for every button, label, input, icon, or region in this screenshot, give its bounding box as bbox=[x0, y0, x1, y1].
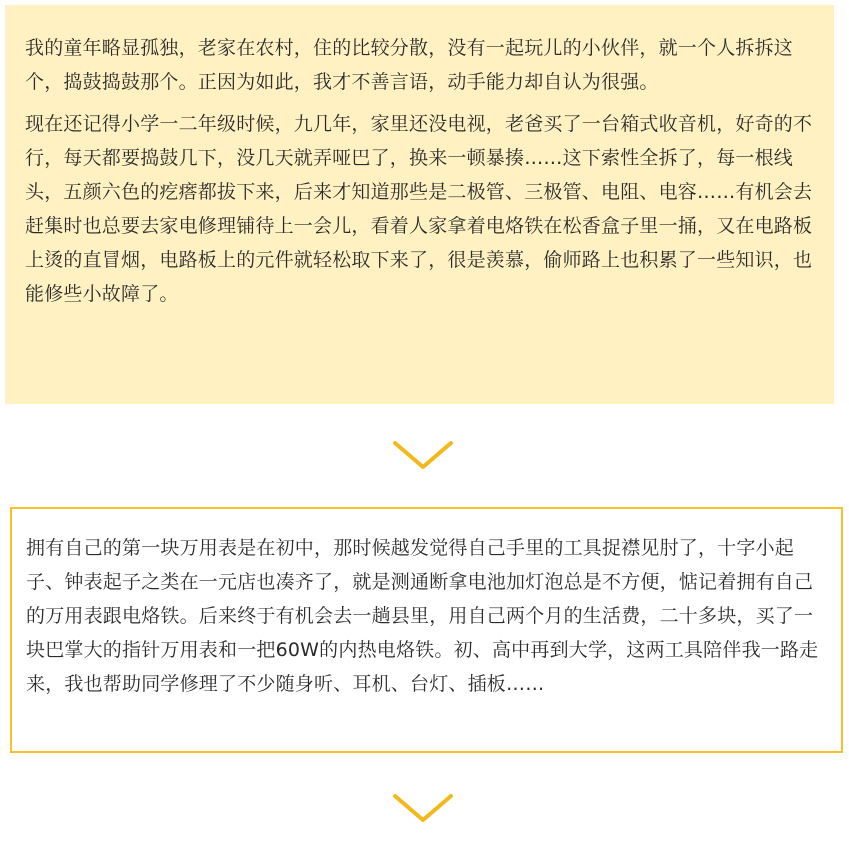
story-paragraph: 现在还记得小学一二年级时候，九几年，家里还没电视，老爸买了一台箱式收音机，好奇的不行，每天都要捣鼓几下，没几天就弄哑巴了，换来一顿暴揍……这下索性全拆了，每一根线头，五颜六色的疙瘩都拔下来，后来才知道那些是二极管、三极管、电阻、电容……有机会去赶集时也总要去家电修理铺待上一会儿，看着人家拿着电烙铁在松香盒子里一捅，又在电路板上烫的直冒烟，电路板上的元件就轻松取下来了，很是羡慕，偷师路上也积累了一些知识，也能修些小故障了。 bbox=[25, 113, 813, 305]
story-paragraph: 拥有自己的第一块万用表是在初中，那时候越发觉得自己手里的工具捉襟见肘了，十字小起子、钟表起子之类在一元店也凑齐了，就是测通断拿电池加灯泡总是不方便，惦记着拥有自己的万用表跟电烙铁。后来终于有机会去一趟县里，用自己两个月的生活费，二十多块，买了一块巴掌大的指针万用表和一把60W的内热电烙铁。初、高中再到大学，这两工具陪伴我一路走来，我也帮助同学修理了不少随身听、耳机、台灯、插板…… bbox=[26, 537, 819, 695]
story-paragraph: 我的童年略显孤独，老家在农村，住的比较分散，没有一起玩儿的小伙伴，就一个人拆拆这个，捣鼓捣鼓那个。正因为如此，我才不善言语，动手能力却自认为很强。 bbox=[25, 37, 794, 93]
story-card-multimeter bbox=[10, 507, 843, 753]
chevron-down-icon bbox=[390, 790, 456, 826]
story-card-childhood bbox=[5, 5, 834, 404]
chevron-down-icon bbox=[390, 437, 456, 473]
